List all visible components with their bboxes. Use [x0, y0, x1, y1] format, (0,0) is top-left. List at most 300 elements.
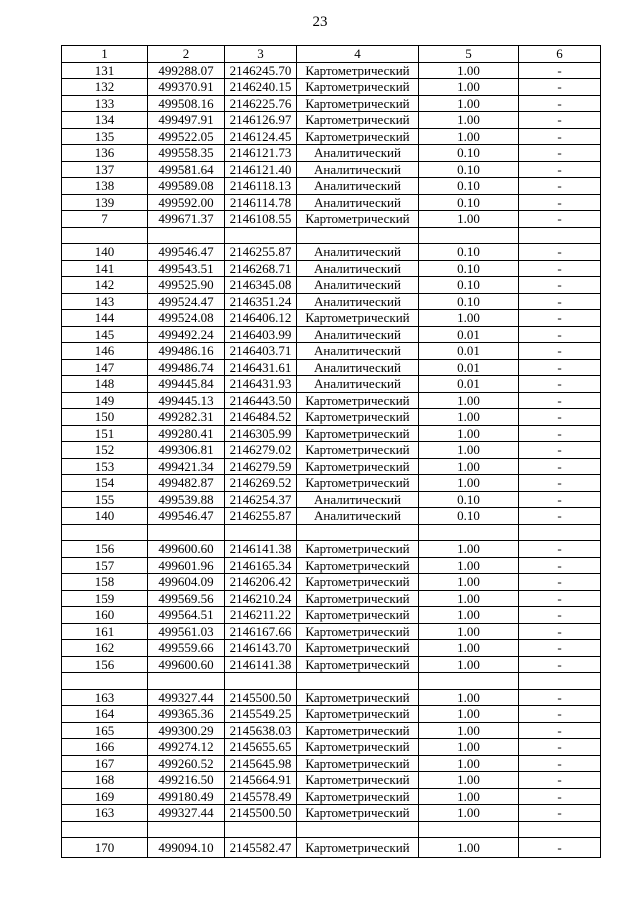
table-cell: 1.00: [419, 656, 519, 673]
table-cell: 499522.05: [148, 128, 225, 145]
column-header: 2: [148, 46, 225, 63]
table-cell: -: [519, 79, 601, 96]
table-cell: 149: [62, 392, 148, 409]
table-cell: [519, 673, 601, 690]
table-cell: Картометрический: [297, 211, 419, 228]
table-cell: 499300.29: [148, 722, 225, 739]
table-cell: 2145664.91: [225, 772, 297, 789]
table-cell: 2146305.99: [225, 425, 297, 442]
table-cell: 166: [62, 739, 148, 756]
table-cell: 499600.60: [148, 656, 225, 673]
table-row: [62, 79, 601, 96]
table-cell: [419, 227, 519, 244]
table-cell: 499524.47: [148, 293, 225, 310]
table-cell: Картометрический: [297, 442, 419, 459]
table-cell: Картометрический: [297, 128, 419, 145]
table-cell: Аналитический: [297, 260, 419, 277]
table-cell: 499288.07: [148, 62, 225, 79]
table-cell: 2146345.08: [225, 277, 297, 294]
table-cell: 2146351.24: [225, 293, 297, 310]
table-cell: 499546.47: [148, 244, 225, 261]
table-row: [62, 689, 601, 706]
table-row: [62, 145, 601, 162]
table-cell: 499600.60: [148, 541, 225, 558]
table-cell: 150: [62, 409, 148, 426]
table-cell: 138: [62, 178, 148, 195]
table-cell: 1.00: [419, 392, 519, 409]
table-cell: 7: [62, 211, 148, 228]
table-cell: 1.00: [419, 79, 519, 96]
table-row: [62, 524, 601, 541]
table-cell: -: [519, 128, 601, 145]
table-cell: -: [519, 640, 601, 657]
table-cell: 2146443.50: [225, 392, 297, 409]
table-cell: 1.00: [419, 541, 519, 558]
table-cell: Картометрический: [297, 640, 419, 657]
coordinates-table: [61, 45, 601, 858]
table-cell: [519, 227, 601, 244]
table-cell: 142: [62, 277, 148, 294]
table-row: [62, 293, 601, 310]
column-header: 1: [62, 46, 148, 63]
table-cell: 2146403.99: [225, 326, 297, 343]
table-cell: Картометрический: [297, 656, 419, 673]
table-cell: [225, 524, 297, 541]
table-cell: -: [519, 310, 601, 327]
table-cell: 499592.00: [148, 194, 225, 211]
table-cell: 499601.96: [148, 557, 225, 574]
table-cell: 2146141.38: [225, 541, 297, 558]
table-cell: 2146279.59: [225, 458, 297, 475]
table-row: [62, 640, 601, 657]
table-cell: 2146240.15: [225, 79, 297, 96]
table-cell: 151: [62, 425, 148, 442]
table-cell: Картометрический: [297, 788, 419, 805]
table-cell: 2146124.45: [225, 128, 297, 145]
table-cell: -: [519, 343, 601, 360]
table-cell: 2146268.71: [225, 260, 297, 277]
table-cell: Аналитический: [297, 343, 419, 360]
table-row: [62, 277, 601, 294]
table-cell: 2146254.37: [225, 491, 297, 508]
table-cell: 2146211.22: [225, 607, 297, 624]
table-row: [62, 607, 601, 624]
table-cell: -: [519, 755, 601, 772]
table-cell: 2146121.40: [225, 161, 297, 178]
table-cell: 169: [62, 788, 148, 805]
table-row: [62, 95, 601, 112]
table-cell: 1.00: [419, 722, 519, 739]
table-cell: 2145549.25: [225, 706, 297, 723]
table-cell: -: [519, 62, 601, 79]
table-cell: Аналитический: [297, 491, 419, 508]
table-cell: 2146431.93: [225, 376, 297, 393]
table-cell: -: [519, 623, 601, 640]
table-cell: 1.00: [419, 706, 519, 723]
table-cell: [519, 524, 601, 541]
table-cell: 2146141.38: [225, 656, 297, 673]
table-cell: 0.10: [419, 194, 519, 211]
table-row: [62, 326, 601, 343]
table-row: [62, 706, 601, 723]
table-cell: 140: [62, 508, 148, 525]
table-cell: 499508.16: [148, 95, 225, 112]
table-row: [62, 821, 601, 838]
table-cell: 499604.09: [148, 574, 225, 591]
table-cell: 1.00: [419, 442, 519, 459]
table-cell: Аналитический: [297, 145, 419, 162]
table-cell: 147: [62, 359, 148, 376]
table-cell: 2146206.42: [225, 574, 297, 591]
table-cell: [419, 821, 519, 838]
table-cell: -: [519, 244, 601, 261]
table-cell: Аналитический: [297, 161, 419, 178]
table-cell: 140: [62, 244, 148, 261]
table-cell: -: [519, 326, 601, 343]
table-cell: Аналитический: [297, 194, 419, 211]
table-cell: [148, 821, 225, 838]
table-cell: 170: [62, 838, 148, 858]
table-cell: 1.00: [419, 689, 519, 706]
table-cell: 131: [62, 62, 148, 79]
table-cell: 160: [62, 607, 148, 624]
table-cell: 499497.91: [148, 112, 225, 129]
table-cell: Картометрический: [297, 541, 419, 558]
table-cell: -: [519, 277, 601, 294]
table-cell: 2146167.66: [225, 623, 297, 640]
table-row: [62, 656, 601, 673]
table-row: [62, 194, 601, 211]
table-cell: 154: [62, 475, 148, 492]
table-cell: [297, 821, 419, 838]
table-cell: 0.10: [419, 293, 519, 310]
table-cell: 499671.37: [148, 211, 225, 228]
table-cell: Картометрический: [297, 755, 419, 772]
table-cell: 136: [62, 145, 148, 162]
table-cell: 0.01: [419, 343, 519, 360]
column-header: 4: [297, 46, 419, 63]
table-cell: 162: [62, 640, 148, 657]
table-cell: 499558.35: [148, 145, 225, 162]
table-row: [62, 392, 601, 409]
table-cell: 161: [62, 623, 148, 640]
table-cell: -: [519, 788, 601, 805]
table-cell: 134: [62, 112, 148, 129]
table-cell: -: [519, 689, 601, 706]
table-cell: -: [519, 376, 601, 393]
table-cell: 2146225.76: [225, 95, 297, 112]
table-cell: 2146126.97: [225, 112, 297, 129]
table-cell: -: [519, 739, 601, 756]
table-cell: 499370.91: [148, 79, 225, 96]
table-cell: Картометрический: [297, 112, 419, 129]
table-cell: 499280.41: [148, 425, 225, 442]
table-cell: -: [519, 557, 601, 574]
table-cell: [148, 227, 225, 244]
table-cell: 148: [62, 376, 148, 393]
table-cell: 156: [62, 656, 148, 673]
table-cell: 2146255.87: [225, 508, 297, 525]
table-cell: -: [519, 161, 601, 178]
table-cell: 1.00: [419, 788, 519, 805]
table-cell: Картометрический: [297, 739, 419, 756]
table-cell: -: [519, 607, 601, 624]
table-cell: [419, 673, 519, 690]
table-cell: 2145578.49: [225, 788, 297, 805]
table-row: [62, 244, 601, 261]
table-cell: 159: [62, 590, 148, 607]
table-cell: 167: [62, 755, 148, 772]
table-cell: -: [519, 442, 601, 459]
table-row: [62, 458, 601, 475]
table-cell: Картометрический: [297, 838, 419, 858]
table-cell: [297, 673, 419, 690]
table-cell: [62, 524, 148, 541]
table-cell: 1.00: [419, 574, 519, 591]
table-row: [62, 541, 601, 558]
table-cell: 163: [62, 805, 148, 822]
table-cell: [419, 524, 519, 541]
table-row: [62, 376, 601, 393]
table-cell: Картометрический: [297, 805, 419, 822]
table-cell: -: [519, 722, 601, 739]
table-cell: 2146143.70: [225, 640, 297, 657]
table-cell: -: [519, 574, 601, 591]
table-cell: 1.00: [419, 607, 519, 624]
table-cell: 163: [62, 689, 148, 706]
table-row: [62, 838, 601, 858]
table-cell: 153: [62, 458, 148, 475]
table-row: [62, 211, 601, 228]
table-cell: 499445.13: [148, 392, 225, 409]
table-row: [62, 475, 601, 492]
table-cell: 1.00: [419, 640, 519, 657]
table-cell: -: [519, 260, 601, 277]
table-cell: 499569.56: [148, 590, 225, 607]
table-row: [62, 805, 601, 822]
table-cell: 2146406.12: [225, 310, 297, 327]
table-cell: 158: [62, 574, 148, 591]
table-cell: 499589.08: [148, 178, 225, 195]
table-cell: Картометрический: [297, 95, 419, 112]
table-cell: 0.01: [419, 376, 519, 393]
table-cell: 1.00: [419, 475, 519, 492]
table-row: [62, 260, 601, 277]
table-cell: 0.10: [419, 244, 519, 261]
table-cell: 2146484.52: [225, 409, 297, 426]
table-cell: [297, 227, 419, 244]
table-cell: Картометрический: [297, 425, 419, 442]
table-cell: 1.00: [419, 623, 519, 640]
table-cell: 1.00: [419, 805, 519, 822]
table-row: [62, 62, 601, 79]
table-cell: 2146108.55: [225, 211, 297, 228]
table-cell: -: [519, 475, 601, 492]
table-cell: Картометрический: [297, 590, 419, 607]
table-cell: Картометрический: [297, 722, 419, 739]
table-cell: 2146431.61: [225, 359, 297, 376]
table-cell: 1.00: [419, 557, 519, 574]
table-row: [62, 112, 601, 129]
table-cell: 2146121.73: [225, 145, 297, 162]
table-cell: 1.00: [419, 755, 519, 772]
table-cell: 1.00: [419, 425, 519, 442]
table-row: [62, 673, 601, 690]
table-cell: -: [519, 458, 601, 475]
table-cell: 1.00: [419, 838, 519, 858]
table-cell: 0.01: [419, 326, 519, 343]
table-cell: Аналитический: [297, 277, 419, 294]
table-cell: 1.00: [419, 95, 519, 112]
table-cell: 2146279.02: [225, 442, 297, 459]
table-cell: -: [519, 706, 601, 723]
table-cell: 152: [62, 442, 148, 459]
table-cell: 137: [62, 161, 148, 178]
table-row: [62, 161, 601, 178]
table-row: [62, 343, 601, 360]
table-cell: 1.00: [419, 310, 519, 327]
table-cell: Аналитический: [297, 326, 419, 343]
table-cell: 2145645.98: [225, 755, 297, 772]
table-cell: 499274.12: [148, 739, 225, 756]
table-cell: 2146118.13: [225, 178, 297, 195]
table-cell: 164: [62, 706, 148, 723]
table-cell: 156: [62, 541, 148, 558]
table-cell: 499445.84: [148, 376, 225, 393]
table-cell: 1.00: [419, 590, 519, 607]
table-cell: -: [519, 95, 601, 112]
table-cell: Картометрический: [297, 607, 419, 624]
table-cell: -: [519, 772, 601, 789]
table-cell: -: [519, 392, 601, 409]
table-cell: 499327.44: [148, 805, 225, 822]
table-cell: 2145582.47: [225, 838, 297, 858]
table-header-row: [62, 46, 601, 63]
table-cell: 499306.81: [148, 442, 225, 459]
table-cell: Картометрический: [297, 475, 419, 492]
table-cell: 0.10: [419, 178, 519, 195]
table-cell: 0.10: [419, 277, 519, 294]
table-cell: 2145638.03: [225, 722, 297, 739]
table-cell: 0.10: [419, 508, 519, 525]
table-cell: 2146269.52: [225, 475, 297, 492]
table-cell: -: [519, 293, 601, 310]
table-cell: Аналитический: [297, 508, 419, 525]
table-cell: 133: [62, 95, 148, 112]
table-cell: 2145500.50: [225, 805, 297, 822]
table-cell: [519, 821, 601, 838]
table-cell: 146: [62, 343, 148, 360]
table-cell: -: [519, 656, 601, 673]
table-row: [62, 227, 601, 244]
table-cell: 1.00: [419, 458, 519, 475]
table-row: [62, 310, 601, 327]
table-cell: 0.10: [419, 161, 519, 178]
table-cell: 499525.90: [148, 277, 225, 294]
column-header: 3: [225, 46, 297, 63]
table-cell: 499180.49: [148, 788, 225, 805]
table-row: [62, 574, 601, 591]
table-cell: 155: [62, 491, 148, 508]
table-cell: Аналитический: [297, 359, 419, 376]
table-cell: 1.00: [419, 128, 519, 145]
table-cell: 157: [62, 557, 148, 574]
table-cell: 499543.51: [148, 260, 225, 277]
table-cell: -: [519, 112, 601, 129]
table-cell: 144: [62, 310, 148, 327]
table-cell: Картометрический: [297, 79, 419, 96]
table-cell: Картометрический: [297, 623, 419, 640]
table-row: [62, 557, 601, 574]
table-cell: -: [519, 805, 601, 822]
table-row: [62, 739, 601, 756]
table-cell: 141: [62, 260, 148, 277]
table-cell: [148, 524, 225, 541]
table-cell: 0.10: [419, 145, 519, 162]
table-row: [62, 623, 601, 640]
table-cell: -: [519, 178, 601, 195]
table-row: [62, 590, 601, 607]
table-row: [62, 178, 601, 195]
table-cell: -: [519, 359, 601, 376]
table-cell: 499327.44: [148, 689, 225, 706]
table-cell: [62, 227, 148, 244]
table-cell: 1.00: [419, 409, 519, 426]
table-cell: -: [519, 491, 601, 508]
table-cell: [148, 673, 225, 690]
table-cell: 168: [62, 772, 148, 789]
table-cell: -: [519, 590, 601, 607]
table-cell: -: [519, 194, 601, 211]
table-cell: [225, 821, 297, 838]
table-row: [62, 755, 601, 772]
table-cell: 1.00: [419, 739, 519, 756]
table-cell: 1.00: [419, 112, 519, 129]
table-cell: 499492.24: [148, 326, 225, 343]
table-cell: 1.00: [419, 211, 519, 228]
table-body: [62, 62, 601, 858]
table-cell: [297, 524, 419, 541]
table-cell: Картометрический: [297, 458, 419, 475]
table-cell: [62, 821, 148, 838]
table-cell: 132: [62, 79, 148, 96]
table-cell: 499564.51: [148, 607, 225, 624]
table-cell: Картометрический: [297, 392, 419, 409]
table-row: [62, 409, 601, 426]
table-row: [62, 772, 601, 789]
table-row: [62, 491, 601, 508]
table-cell: Картометрический: [297, 706, 419, 723]
table-cell: Картометрический: [297, 557, 419, 574]
table-cell: 2146210.24: [225, 590, 297, 607]
table-row: [62, 788, 601, 805]
table-cell: Картометрический: [297, 574, 419, 591]
table-cell: 2146403.71: [225, 343, 297, 360]
table-row: [62, 359, 601, 376]
table-cell: 0.10: [419, 260, 519, 277]
table-cell: 165: [62, 722, 148, 739]
table-cell: 0.10: [419, 491, 519, 508]
table-cell: 499539.88: [148, 491, 225, 508]
table-cell: Аналитический: [297, 244, 419, 261]
table-cell: 499486.16: [148, 343, 225, 360]
table-cell: [225, 227, 297, 244]
table-cell: 499421.34: [148, 458, 225, 475]
table-cell: 499260.52: [148, 755, 225, 772]
table-cell: 499581.64: [148, 161, 225, 178]
table-cell: Картометрический: [297, 310, 419, 327]
column-header: 5: [419, 46, 519, 63]
